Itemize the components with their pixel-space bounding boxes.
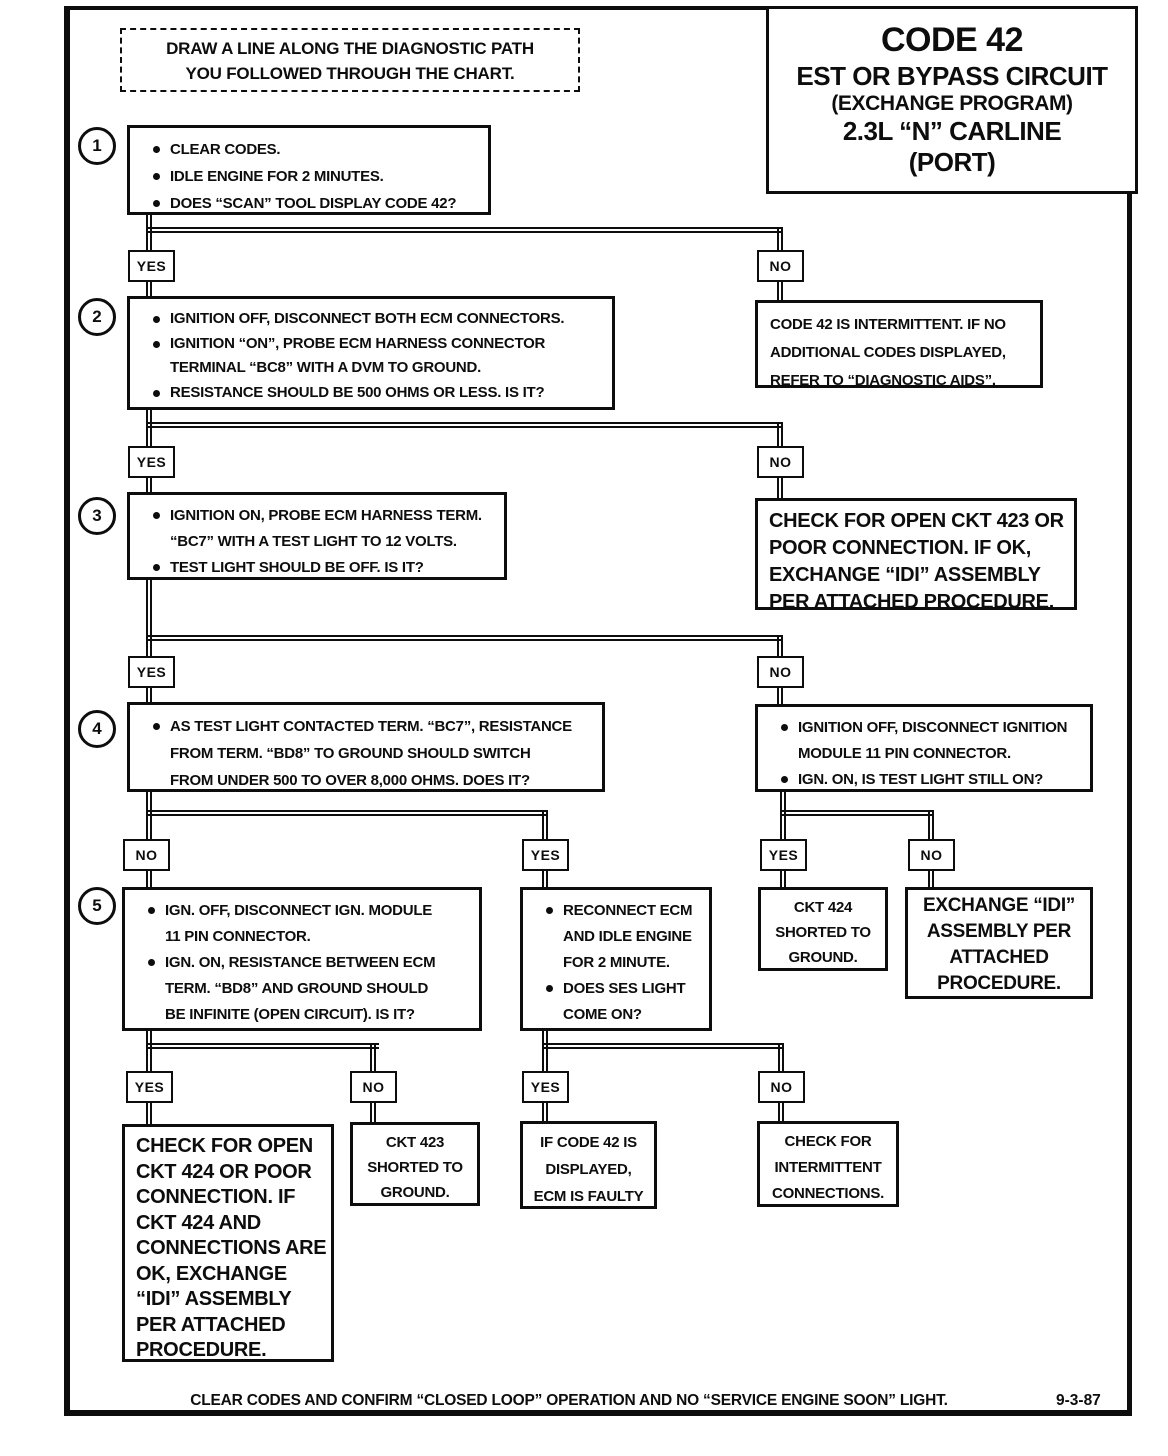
yes-label-box xyxy=(128,656,175,688)
connector-line xyxy=(146,227,783,233)
step-text: MODULE 11 PIN CONNECTOR. xyxy=(798,745,1011,762)
reconnect-ecm-box xyxy=(520,887,712,1031)
footer-note: CLEAR CODES AND CONFIRM “CLOSED LOOP” OPERATION AND NO “SERVICE ENGINE SOON” LIGHT. xyxy=(190,1392,948,1409)
ignition-module-box xyxy=(755,704,1093,792)
no-label: NO xyxy=(769,258,792,274)
connector-line xyxy=(928,812,934,841)
instruction-line: YOU FOLLOWED THROUGH THE CHART. xyxy=(185,64,515,83)
bullet-icon xyxy=(148,907,155,914)
result-text: PER ATTACHED xyxy=(136,1313,286,1336)
bullet-icon xyxy=(153,173,160,180)
connector-line xyxy=(777,424,783,448)
yes-label: YES xyxy=(136,258,167,274)
result-text: EXCHANGE “IDI” xyxy=(922,895,1076,916)
result-text: CKT 423 xyxy=(385,1134,445,1151)
result-text: INTERMITTENT xyxy=(774,1159,882,1176)
bullet-icon xyxy=(148,959,155,966)
step2-box xyxy=(127,296,615,410)
no-label-box xyxy=(908,839,955,871)
result-text: EXCHANGE “IDI” ASSEMBLY xyxy=(769,564,1041,586)
connector-line xyxy=(146,1103,152,1126)
bullet-icon xyxy=(781,724,788,731)
title-box xyxy=(766,6,1138,194)
connector-line xyxy=(777,478,783,500)
title-code: CODE 42 xyxy=(881,21,1023,59)
step-number-circle xyxy=(78,127,116,165)
yes-label-box xyxy=(126,1071,173,1103)
no-label: NO xyxy=(769,454,792,470)
step-text: AND IDLE ENGINE xyxy=(563,928,692,945)
title-program: (EXCHANGE PROGRAM) xyxy=(831,92,1073,115)
connector-line xyxy=(146,580,152,658)
result-text: CONNECTIONS. xyxy=(771,1185,884,1202)
step4-box xyxy=(127,702,605,792)
result-ckt424-short-box xyxy=(758,887,888,971)
no-label-box xyxy=(758,1071,805,1103)
step-text: TEST LIGHT SHOULD BE OFF. IS IT? xyxy=(170,559,424,576)
result-text: CKT 424 OR POOR xyxy=(136,1160,312,1183)
step5-box xyxy=(122,887,482,1031)
no-label: NO xyxy=(770,1079,793,1095)
result-text: GROUND. xyxy=(788,949,858,966)
step-text: 11 PIN CONNECTOR. xyxy=(165,928,311,945)
result-text: CKT 424 xyxy=(793,899,853,916)
result-text: ECM IS FAULTY xyxy=(533,1188,644,1205)
step-number-circle xyxy=(78,887,116,925)
step-text: IDLE ENGINE FOR 2 MINUTES. xyxy=(170,168,384,185)
connector-line xyxy=(146,422,783,428)
step-text: AS TEST LIGHT CONTACTED TERM. “BC7”, RESISTANCE xyxy=(170,718,572,735)
result-text: DISPLAYED, xyxy=(545,1161,632,1178)
result-text: “IDI” ASSEMBLY xyxy=(136,1288,292,1310)
connector-line xyxy=(146,1043,379,1049)
connector-line xyxy=(542,1031,548,1073)
result-text: PROCEDURE. xyxy=(136,1339,267,1361)
title-port: (PORT) xyxy=(908,147,996,177)
result-open-ckt424-box xyxy=(122,1124,334,1362)
result-text: CONNECTION. IF xyxy=(136,1186,296,1208)
bullet-icon xyxy=(153,341,160,348)
result-text: REFER TO “DIAGNOSTIC AIDS”. xyxy=(770,372,996,389)
result-text: ADDITIONAL CODES DISPLAYED, xyxy=(770,344,1006,361)
step-text: IGN. ON, RESISTANCE BETWEEN ECM xyxy=(165,954,436,971)
yes-label: YES xyxy=(136,664,167,680)
step-text: IGNITION OFF, DISCONNECT IGNITION xyxy=(798,719,1068,736)
result-text: SHORTED TO xyxy=(775,924,871,941)
yes-label-box xyxy=(128,250,175,282)
bullet-icon xyxy=(153,564,160,571)
yes-label-box xyxy=(522,1071,569,1103)
yes-label: YES xyxy=(530,1079,561,1095)
step-text: IGNITION ON, PROBE ECM HARNESS TERM. xyxy=(170,507,482,524)
yes-label: YES xyxy=(136,454,167,470)
bullet-icon xyxy=(153,200,160,207)
step-text: IGNITION OFF, DISCONNECT BOTH ECM CONNECTORS. xyxy=(170,310,565,327)
instruction-line: DRAW A LINE ALONG THE DIAGNOSTIC PATH xyxy=(166,39,534,58)
no-label-box xyxy=(757,656,804,688)
yes-label: YES xyxy=(768,847,799,863)
footer-date: 9-3-87 xyxy=(1056,1392,1101,1409)
step3-box xyxy=(127,492,507,580)
result-text: ASSEMBLY PER xyxy=(926,921,1072,942)
result-ckt423-short-box xyxy=(350,1122,480,1206)
result-text: CHECK FOR xyxy=(784,1133,872,1150)
connector-line xyxy=(777,282,783,301)
connector-line xyxy=(542,812,548,841)
step-number: 3 xyxy=(92,506,102,525)
result-text: CHECK FOR OPEN CKT 423 OR xyxy=(769,510,1064,532)
connector-line xyxy=(780,810,934,816)
step-text: IGNITION “ON”, PROBE ECM HARNESS CONNECTOR xyxy=(170,334,546,352)
step-number-circle xyxy=(78,710,116,748)
connector-line xyxy=(780,792,786,841)
no-label-box xyxy=(350,1071,397,1103)
step-text: DOES “SCAN” TOOL DISPLAY CODE 42? xyxy=(170,195,457,212)
result-text: ATTACHED xyxy=(949,947,1049,968)
step-text: TERM. “BD8” AND GROUND SHOULD xyxy=(165,980,429,997)
title-carline: 2.3L “N” CARLINE xyxy=(842,116,1062,146)
connector-line xyxy=(778,1103,784,1123)
result-text: PER ATTACHED PROCEDURE. xyxy=(769,591,1054,613)
step-number-circle xyxy=(78,497,116,535)
connector-line xyxy=(146,635,783,641)
connector-line xyxy=(146,1031,152,1073)
step-text: TERMINAL “BC8” WITH A DVM TO GROUND. xyxy=(170,359,481,376)
result-text: POOR CONNECTION. IF OK, xyxy=(769,537,1031,559)
result-text: PROCEDURE. xyxy=(937,973,1061,994)
yes-label-box xyxy=(760,839,807,871)
yes-label: YES xyxy=(530,847,561,863)
step-text: DOES SES LIGHT xyxy=(563,980,686,997)
result-text: GROUND. xyxy=(380,1184,450,1201)
step-text: RECONNECT ECM xyxy=(563,902,693,919)
yes-label-box xyxy=(522,839,569,871)
result-text: IF CODE 42 IS xyxy=(540,1134,637,1151)
no-label: NO xyxy=(769,664,792,680)
result-open-ckt423-box xyxy=(755,498,1077,613)
connector-line xyxy=(542,1103,548,1123)
step-text: FROM UNDER 500 TO OVER 8,000 OHMS. DOES IT? xyxy=(170,772,530,789)
step-number: 5 xyxy=(92,896,102,915)
bullet-icon xyxy=(153,316,160,323)
result-text: CONNECTIONS ARE xyxy=(136,1237,327,1259)
no-label: NO xyxy=(362,1079,385,1095)
step-text: FOR 2 MINUTE. xyxy=(563,954,670,971)
result-intermittent-conn-box xyxy=(757,1121,899,1207)
step-text: IGN. ON, IS TEST LIGHT STILL ON? xyxy=(798,771,1044,788)
step-text: RESISTANCE SHOULD BE 500 OHMS OR LESS. IS IT? xyxy=(170,383,545,401)
step-text: FROM TERM. “BD8” TO GROUND SHOULD SWITCH xyxy=(170,745,531,762)
yes-label-box xyxy=(128,446,175,478)
connector-line xyxy=(146,410,152,448)
no-label: NO xyxy=(920,847,943,863)
yes-label: YES xyxy=(134,1079,165,1095)
no-label-box xyxy=(757,446,804,478)
connector-line xyxy=(370,1103,376,1124)
connector-line xyxy=(777,637,783,658)
step-number-circle xyxy=(78,298,116,336)
bullet-icon xyxy=(153,723,160,730)
bullet-icon xyxy=(153,390,160,397)
no-label-box xyxy=(757,250,804,282)
bullet-icon xyxy=(546,907,553,914)
bullet-icon xyxy=(153,512,160,519)
step-text: CLEAR CODES. xyxy=(170,141,281,158)
bullet-icon xyxy=(546,985,553,992)
step-text: “BC7” WITH A TEST LIGHT TO 12 VOLTS. xyxy=(170,533,457,550)
connector-line xyxy=(370,1045,376,1073)
result-text: CHECK FOR OPEN xyxy=(136,1135,313,1157)
bullet-icon xyxy=(781,776,788,783)
result-text: OK, EXCHANGE xyxy=(136,1262,287,1285)
connector-line xyxy=(146,792,152,841)
step1-box xyxy=(127,125,491,215)
result-intermittent-box xyxy=(755,300,1043,388)
result-text: CODE 42 IS INTERMITTENT. IF NO xyxy=(770,316,1006,333)
result-text: CKT 424 AND xyxy=(136,1211,261,1234)
no-label: NO xyxy=(135,847,158,863)
bullet-icon xyxy=(153,146,160,153)
result-ecm-faulty-box xyxy=(520,1121,657,1209)
step-number: 1 xyxy=(92,136,102,155)
step-number: 2 xyxy=(92,307,102,326)
instruction-box xyxy=(120,28,580,92)
result-exchange-idi-box xyxy=(905,887,1093,999)
connector-line xyxy=(146,810,548,816)
connector-line xyxy=(542,1043,784,1049)
connector-line xyxy=(777,229,783,252)
step-text: BE INFINITE (OPEN CIRCUIT). IS IT? xyxy=(165,1006,415,1023)
step-text: IGN. OFF, DISCONNECT IGN. MODULE xyxy=(165,902,433,919)
no-label-box xyxy=(123,839,170,871)
title-circuit: EST OR BYPASS CIRCUIT xyxy=(796,61,1108,91)
step-text: COME ON? xyxy=(563,1006,642,1023)
result-text: SHORTED TO xyxy=(367,1159,463,1176)
step-number: 4 xyxy=(92,719,102,738)
connector-line xyxy=(778,1045,784,1073)
connector-line xyxy=(146,215,152,252)
